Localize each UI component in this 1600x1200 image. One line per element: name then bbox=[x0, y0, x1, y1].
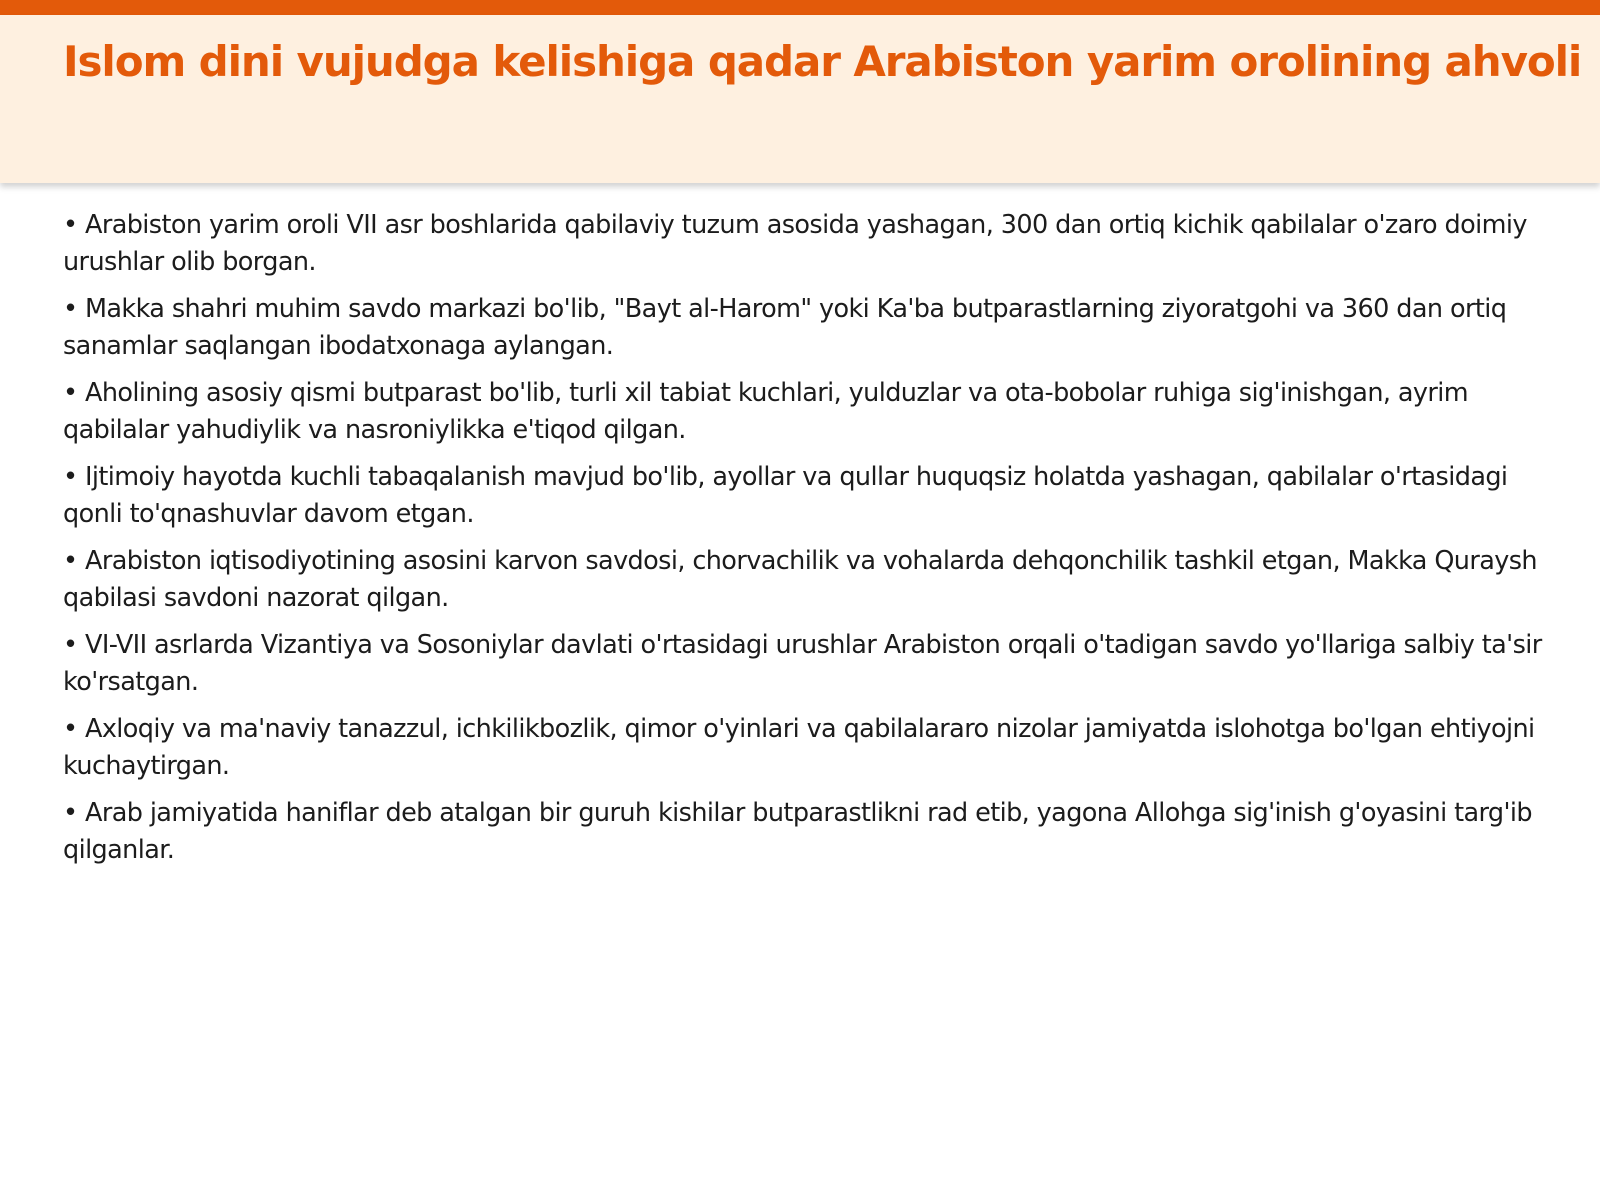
bullet-marker: • bbox=[63, 798, 78, 828]
bullet-text: Axloqiy va ma'naviy tanazzul, ichkilikbozlik, qimor o'yinlari va qabilalararo nizolar jamiyatda islohotga bo'lgan ehtiyojni kuchaytirgan. bbox=[63, 714, 1535, 781]
bullet-marker: • bbox=[63, 378, 78, 408]
bullet-text: Arabiston iqtisodiyotining asosini karvon savdosi, chorvachilik va vohalarda dehqonchilik tashkil etgan, Makka Quraysh qabilasi savdoni nazorat qilgan. bbox=[63, 546, 1537, 613]
bullet-item bbox=[63, 291, 1543, 365]
bullet-item bbox=[63, 795, 1543, 869]
bullet-text: Arab jamiyatida haniflar deb atalgan bir guruh kishilar butparastlikni rad etib, yagona Allohga sig'inish g'oyasini targ'ib qilganlar. bbox=[63, 798, 1532, 865]
bullet-marker: • bbox=[63, 210, 78, 240]
bullet-item bbox=[63, 627, 1543, 701]
bullet-item bbox=[63, 543, 1543, 617]
bullet-text: Arabiston yarim oroli VII asr boshlarida qabilaviy tuzum asosida yashagan, 300 dan ortiq kichik qabilalar o'zaro doimiy urushlar olib borgan. bbox=[63, 210, 1527, 277]
bullet-marker: • bbox=[63, 294, 78, 324]
slide-title: Islom dini vujudga kelishiga qadar Arabiston yarim orolining ahvoli bbox=[63, 37, 1582, 86]
bullet-item bbox=[63, 711, 1543, 785]
bullet-marker: • bbox=[63, 714, 78, 744]
bullet-list bbox=[63, 207, 1543, 879]
bullet-text: Makka shahri muhim savdo markazi bo'lib, "Bayt al-Harom" yoki Ka'ba butparastlarning ziyoratgohi va 360 dan ortiq sanamlar saqlangan ibodatxonaga aylangan. bbox=[63, 294, 1507, 361]
bullet-text: VI-VII asrlarda Vizantiya va Sosoniylar davlati o'rtasidagi urushlar Arabiston orqali o'tadigan savdo yo'llariga salbiy ta'sir ko'rsatgan. bbox=[63, 630, 1542, 697]
top-accent-bar bbox=[0, 0, 1600, 15]
bullet-item bbox=[63, 459, 1543, 533]
bullet-item bbox=[63, 375, 1543, 449]
bullet-item bbox=[63, 207, 1543, 281]
bullet-marker: • bbox=[63, 630, 78, 660]
bullet-marker: • bbox=[63, 462, 78, 492]
bullet-text: Aholining asosiy qismi butparast bo'lib, turli xil tabiat kuchlari, yulduzlar va ota-bobolar ruhiga sig'inishgan, ayrim qabilalar yahudiylik va nasroniylikka e'tiqod qilgan. bbox=[63, 378, 1469, 445]
title-band bbox=[0, 15, 1600, 183]
bullet-text: Ijtimoiy hayotda kuchli tabaqalanish mavjud bo'lib, ayollar va qullar huquqsiz holatda yashagan, qabilalar o'rtasidagi qonli to'qnashuvlar davom etgan. bbox=[63, 462, 1508, 529]
bullet-marker: • bbox=[63, 546, 78, 576]
